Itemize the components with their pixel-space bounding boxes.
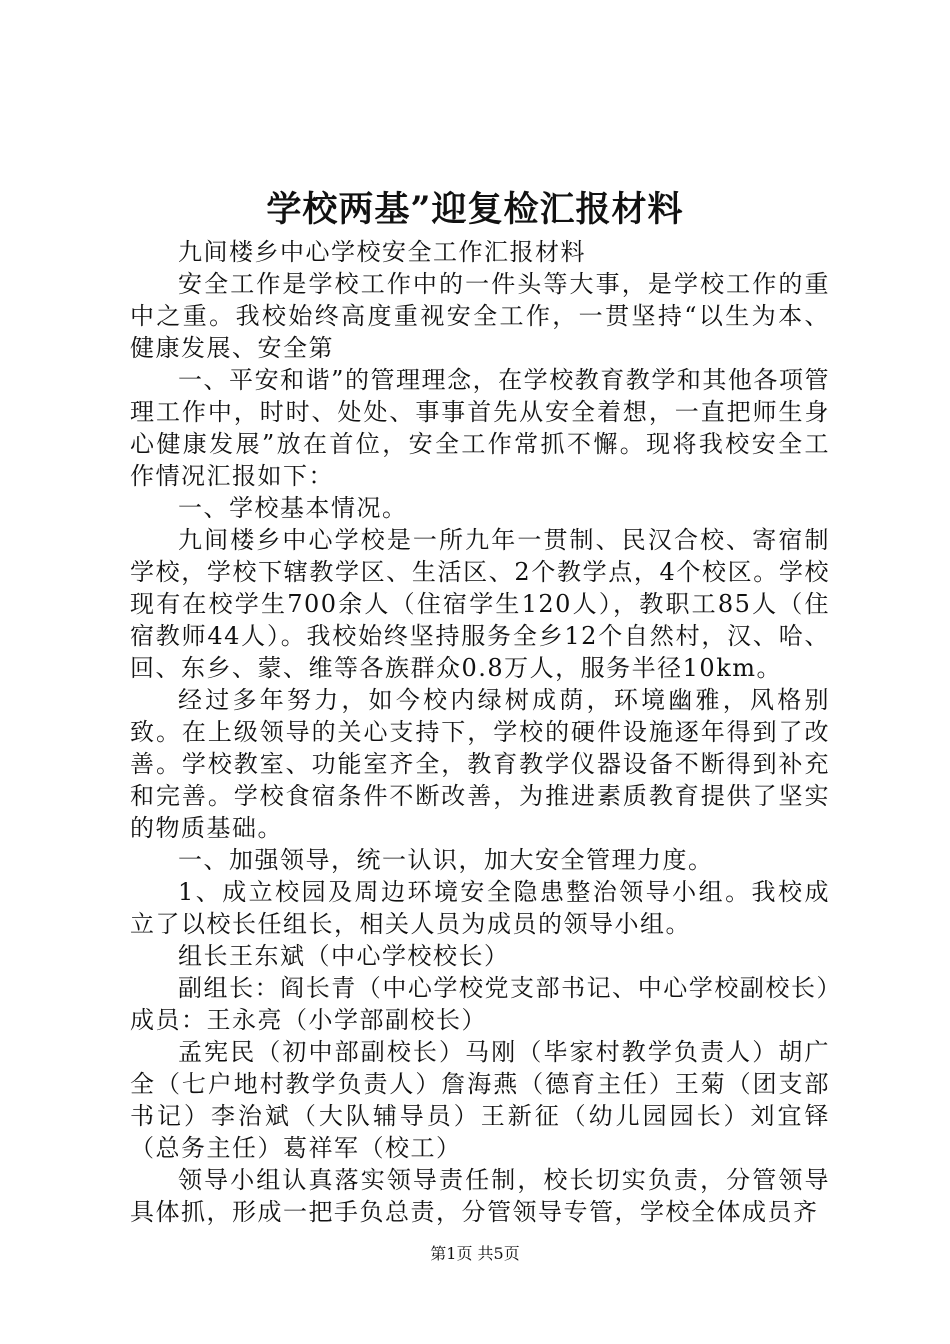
body-paragraph: 一、平安和谐”的管理理念，在学校教育教学和其他各项管理工作中，时时、处处、事事首先从安全着想，一直把师生身心健康发展”放在首位，安全工作常抓不懈。现将我校安全工作情况汇报如下： — [130, 366, 830, 490]
document-body — [130, 236, 830, 1228]
body-paragraph: 孟宪民（初中部副校长）马刚（毕家村教学负责人）胡广全（七户地村教学负责人）詹海燕（德育主任）王菊（团支部书记）李治斌（大队辅导员）王新征（幼儿园园长）刘宜铎（总务主任）葛祥军（校工） — [130, 1038, 830, 1162]
subtitle-paragraph: 九间楼乡中心学校安全工作汇报材料 — [178, 238, 586, 266]
body-paragraph: 组长王东斌（中心学校校长） — [178, 942, 510, 970]
body-paragraph: 1、成立校园及周边环境安全隐患整治领导小组。我校成立了以校长任组长，相关人员为成员的领导小组。 — [130, 878, 830, 938]
body-paragraph: 安全工作是学校工作中的一件头等大事，是学校工作的重中之重。我校始终高度重视安全工作，一贯坚持“以生为本、健康发展、安全第 — [130, 270, 830, 362]
page-footer — [0, 1243, 950, 1265]
body-paragraph: 领导小组认真落实领导责任制，校长切实负责，分管领导具体抓，形成一把手负总责，分管领导专管，学校全体成员齐 — [130, 1166, 830, 1226]
body-paragraph: 九间楼乡中心学校是一所九年一贯制、民汉合校、寄宿制学校，学校下辖教学区、生活区、2个教学点，4个校区。学校现有在校学生700余人（住宿学生120人），教职工85人（住宿教师44人）。我校始终坚持服务全乡12个自然村，汉、哈、回、东乡、蒙、维等各族群众0.8万人，服务半径10km。 — [130, 526, 830, 682]
document-title: 学校两基”迎复检汇报材料 — [266, 189, 684, 230]
body-paragraph: 经过多年努力，如今校内绿树成荫，环境幽雅，风格别致。在上级领导的关心支持下，学校的硬件设施逐年得到了改善。学校教室、功能室齐全，教育教学仪器设备不断得到补充和完善。学校食宿条件不断改善，为推进素质教育提供了坚实的物质基础。 — [130, 686, 830, 842]
page-number: 第1页 共5页 — [430, 1244, 520, 1263]
body-paragraph: 副组长：阎长青（中心学校党支部书记、中心学校副校长）成员：王永亮（小学部副校长） — [130, 974, 830, 1034]
section-heading: 一、学校基本情况。 — [178, 494, 408, 522]
section-heading: 一、加强领导，统一认识，加大安全管理力度。 — [178, 846, 714, 874]
